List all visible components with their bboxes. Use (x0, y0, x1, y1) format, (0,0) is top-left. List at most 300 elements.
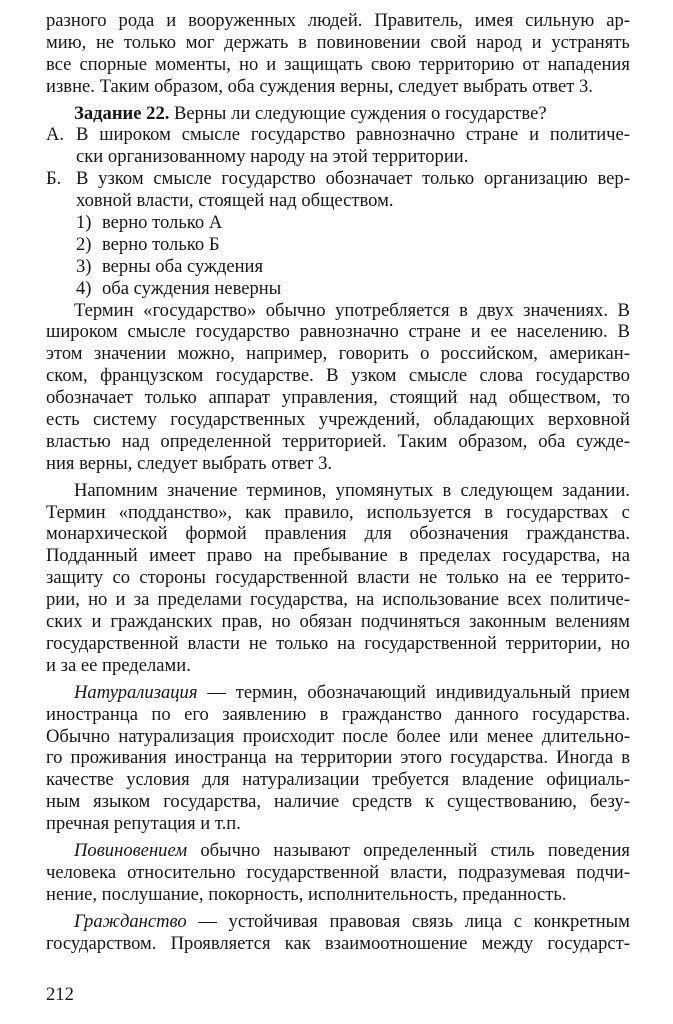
text-line (46, 655, 630, 677)
word: ее (80, 654, 98, 676)
answer-text: верны оба суждения (102, 255, 264, 277)
word: используется (366, 501, 472, 523)
word: подразумевая (458, 861, 566, 883)
word: натурализация (118, 725, 235, 747)
word: определенный (363, 839, 478, 861)
word: сильную (525, 10, 595, 31)
word: то (612, 387, 630, 409)
word: — (198, 910, 217, 932)
word: В (76, 124, 89, 146)
answer-number: 4) (76, 277, 92, 299)
word: народу (250, 146, 306, 168)
word: стиль (490, 839, 535, 861)
word: но (271, 611, 291, 633)
text-line (46, 409, 630, 431)
word: равнозначно (356, 124, 456, 146)
text-line (46, 502, 630, 524)
text-line (46, 747, 630, 769)
word: существованию, (447, 791, 577, 813)
word: обозначает (46, 387, 133, 409)
page-number: 212 (46, 984, 74, 1005)
word: ском, (46, 365, 88, 387)
word: нападения (547, 53, 630, 75)
word: имея (474, 10, 514, 31)
word: мию, (46, 31, 87, 53)
word: Напомним (74, 479, 158, 501)
word: пречная (46, 813, 110, 835)
word: обычно (265, 299, 326, 321)
paragraph-naturalization (46, 682, 630, 835)
word: менее (486, 725, 534, 747)
term-citizenship: Гражданство (74, 910, 187, 932)
word: прав, (221, 611, 263, 633)
word: моменты, (155, 53, 231, 75)
word: государства, (163, 791, 262, 813)
word: только (422, 168, 475, 190)
word: ее (490, 321, 507, 343)
word: в (298, 31, 307, 53)
word: и (470, 321, 481, 343)
word: государства, (502, 545, 601, 567)
word: рии, (46, 589, 80, 611)
word: государство (535, 365, 630, 387)
term-obedience: Повиновением (74, 839, 188, 861)
word: пределах (419, 545, 492, 567)
word: или (449, 725, 479, 747)
text-line (46, 911, 630, 933)
word: свой (430, 31, 467, 53)
word: безу- (589, 791, 630, 813)
word: власти, (136, 190, 194, 212)
answer-option-3 (46, 256, 630, 278)
word: взаимоотношение (324, 932, 468, 954)
word: за (60, 654, 77, 676)
word: в (319, 703, 329, 725)
word: мог (185, 31, 215, 53)
word: Термин (74, 299, 134, 321)
task-question: Верны ли следующие суждения о государстве? (174, 102, 547, 124)
text-line (46, 32, 630, 54)
word: защищать (284, 53, 363, 75)
word: разного (46, 10, 107, 31)
word: значении (93, 343, 167, 365)
word: языком (93, 791, 151, 813)
word: оба (538, 430, 566, 452)
word: в (442, 479, 452, 501)
word: в (484, 501, 493, 523)
word: прием (580, 681, 630, 703)
word: ным (46, 791, 81, 813)
word: следующем (460, 479, 553, 501)
text-line (46, 611, 630, 633)
word: политиче- (549, 589, 630, 611)
text-line (76, 190, 630, 212)
word: слова (479, 365, 524, 387)
word: между (481, 932, 534, 954)
word: от (522, 53, 540, 75)
word: длительно- (541, 725, 630, 747)
word: широком (99, 124, 171, 146)
text-line (46, 453, 630, 475)
word: его (184, 703, 209, 725)
word: извне. (46, 75, 95, 97)
word: государством. (46, 932, 157, 954)
word: этом (46, 343, 83, 365)
answer-text: оба суждения неверны (102, 277, 282, 299)
word: со (112, 567, 131, 589)
word: монархической (46, 523, 168, 545)
word: качестве (46, 769, 114, 791)
word: только (123, 31, 176, 53)
word: стране (408, 321, 461, 343)
word: узком (98, 168, 144, 190)
word: организацию (483, 168, 588, 190)
text-line (46, 862, 630, 884)
word: обществом. (301, 190, 394, 212)
word: государства. (532, 703, 630, 725)
answer-text: верно только А (102, 212, 223, 234)
word: пределами. (102, 654, 191, 676)
word: иностранца (174, 747, 267, 769)
word: поведения (547, 839, 630, 861)
word: держать (224, 31, 289, 53)
text-line (46, 300, 630, 322)
word: государственной (246, 861, 380, 883)
word: 3. (579, 75, 593, 97)
word: двух (477, 299, 514, 321)
word: официаль- (546, 769, 630, 791)
word: правовая (329, 910, 401, 932)
word: на (274, 747, 293, 769)
word: но (610, 632, 630, 654)
text-line (46, 10, 630, 32)
word: на (356, 589, 375, 611)
word: верны, (340, 75, 394, 97)
word: и (166, 10, 177, 31)
word: широком (46, 321, 118, 343)
word: верховной (547, 409, 630, 431)
word: нение, (46, 883, 98, 905)
paragraph-terms-intro (46, 480, 630, 677)
word: для (364, 523, 392, 545)
answer-option-1 (46, 212, 630, 234)
word: обычно (200, 839, 261, 861)
word: всех (507, 589, 542, 611)
word: американ- (549, 343, 630, 365)
text-line (46, 321, 630, 343)
text-line (46, 365, 630, 387)
word: по (151, 703, 171, 725)
word: властью (46, 430, 111, 452)
word: смысле (408, 365, 468, 387)
word: организованному (107, 146, 246, 168)
text-line (76, 168, 630, 190)
word: российском, (440, 343, 538, 365)
word: относительно (127, 861, 236, 883)
word: все (46, 53, 72, 75)
word: смысле (153, 168, 212, 190)
word: на (309, 146, 329, 168)
task-heading (46, 103, 630, 125)
word: Иногда (556, 747, 614, 769)
text-line (46, 633, 630, 655)
page-body (46, 10, 630, 954)
word: систему (92, 409, 157, 431)
word: подчи- (576, 861, 630, 883)
word: равнозначно (299, 321, 399, 343)
answer-option-4 (46, 278, 630, 300)
word: ответ (271, 452, 314, 474)
word: аппарат (208, 387, 270, 409)
word: имеет (149, 545, 196, 567)
text-line (46, 76, 630, 98)
word: для (202, 769, 230, 791)
word: государство (195, 321, 290, 343)
word: человека (46, 861, 117, 883)
word: гражданства. (526, 523, 630, 545)
word: как (284, 932, 311, 954)
word: условия (126, 769, 190, 791)
word: людей. (307, 10, 363, 31)
word: повиновении (316, 31, 421, 53)
answer-number: 3) (76, 255, 92, 277)
word: подчиняться (360, 611, 461, 633)
text-line (46, 726, 630, 748)
text-line (76, 124, 630, 146)
word: государства, (249, 589, 348, 611)
word: использование (382, 589, 499, 611)
word: о (420, 343, 430, 365)
word: — (207, 681, 226, 703)
word: конкретным (533, 910, 630, 932)
word: как (245, 501, 272, 523)
word: исполнительность, (308, 883, 458, 905)
word: и (266, 53, 277, 75)
word: го (46, 747, 63, 769)
text-line (46, 523, 630, 545)
word: обозначения (409, 523, 509, 545)
answer-option-2 (46, 234, 630, 256)
word: правления (264, 523, 347, 545)
word: обозначающий (307, 681, 426, 703)
word: обязан (299, 611, 352, 633)
word: только (276, 632, 329, 654)
word: В (617, 299, 630, 321)
word: и (46, 654, 56, 676)
text-line (76, 146, 630, 168)
word: устойчивая (228, 910, 318, 932)
word: только (144, 387, 197, 409)
word: употребляется (335, 299, 450, 321)
word: В (617, 321, 630, 343)
word: над (121, 430, 150, 452)
word: узком (350, 365, 397, 387)
word: значениях. (523, 299, 608, 321)
word: термин, (235, 681, 298, 703)
word: например, (246, 343, 328, 365)
word: ния (46, 452, 75, 474)
word: политиче- (549, 124, 630, 146)
word: этого (400, 747, 443, 769)
word: владение (461, 769, 534, 791)
word: Правитель, (374, 10, 463, 31)
word: послушание, (101, 883, 204, 905)
word: правило, (284, 501, 354, 523)
word: но (88, 589, 108, 611)
word: в (459, 299, 468, 321)
word: пределами (157, 589, 242, 611)
statement-b (46, 168, 630, 190)
word: территорию (419, 53, 515, 75)
word: государственной (46, 632, 179, 654)
word: т.п. (214, 813, 241, 835)
word: террито- (561, 567, 630, 589)
word: и (531, 31, 542, 53)
task-label: Задание 22. (74, 102, 170, 124)
word: и (91, 611, 102, 633)
word: Таким (397, 430, 448, 452)
word: ответ (532, 75, 575, 97)
word: территории, (505, 632, 602, 654)
term-naturalization: Натурализация (74, 681, 198, 703)
word: проживания (70, 747, 167, 769)
word: лица (464, 910, 503, 932)
word: стоящий (389, 387, 458, 409)
word: государственной (364, 632, 497, 654)
word: власти (187, 632, 240, 654)
word: власти (357, 567, 410, 589)
word: обладающих (433, 409, 535, 431)
word: задании. (562, 479, 630, 501)
word: на (508, 567, 527, 589)
word: натурализации (242, 769, 360, 791)
paragraph-continuation (46, 10, 630, 98)
word: за (133, 589, 150, 611)
word: суждения (259, 75, 336, 97)
text-line (46, 682, 630, 704)
word: образом, (154, 75, 224, 97)
word: Таким (99, 75, 150, 97)
word: упомянутых (335, 479, 434, 501)
word: на (263, 545, 282, 567)
word: территории (301, 747, 393, 769)
text-line (46, 431, 630, 453)
word: следует (137, 452, 198, 474)
statement-letter: А. (46, 124, 65, 146)
statement-a (46, 124, 630, 146)
word: государство (221, 168, 316, 190)
word: иностранца (46, 703, 138, 725)
word: обозначает (325, 168, 413, 190)
word: к (425, 791, 435, 813)
word: спорные (79, 53, 147, 75)
word: с (513, 910, 523, 932)
word: индивидуальный (435, 681, 571, 703)
word: преданность. (462, 883, 567, 905)
text-line (46, 589, 630, 611)
word: в (621, 747, 630, 769)
word: свою (370, 53, 411, 75)
word: вер- (597, 168, 630, 190)
word: после (342, 725, 389, 747)
word: стоящей (198, 190, 265, 212)
word: территорией. (282, 430, 387, 452)
word: на (337, 632, 356, 654)
word: наличие (273, 791, 340, 813)
word: связь (411, 910, 454, 932)
word: определенной (160, 430, 272, 452)
task-22 (46, 103, 630, 300)
word: В (76, 168, 89, 190)
paragraph-obedience (46, 840, 630, 906)
text-line (46, 704, 630, 726)
word: гражданских (110, 611, 213, 633)
word: не (95, 31, 115, 53)
word: «подданство», (118, 501, 233, 523)
word: заявлению (222, 703, 307, 725)
text-line (46, 567, 630, 589)
text-line (46, 387, 630, 409)
word: ски (76, 146, 104, 168)
word: формой (185, 523, 247, 545)
word: государство (250, 124, 346, 146)
word: рода (118, 10, 155, 31)
word: есть (46, 409, 80, 431)
word: только (446, 567, 499, 589)
word: устранять (551, 31, 630, 53)
word: и (529, 124, 540, 146)
word: государственной (215, 567, 348, 589)
paragraph-state-meaning (46, 300, 630, 475)
word: можно, (177, 343, 235, 365)
answer-number: 1) (76, 212, 92, 234)
word: репутация (113, 813, 196, 835)
word: защиту (46, 567, 104, 589)
word: средств (352, 791, 413, 813)
text-line (46, 769, 630, 791)
text-line (46, 54, 630, 76)
word: выбрать (202, 452, 267, 474)
word: но (239, 53, 259, 75)
word: территории. (372, 146, 469, 168)
word: французском (100, 365, 204, 387)
word: Проявляется (170, 932, 271, 954)
word: обществом, (508, 387, 601, 409)
word: государстве. (215, 365, 314, 387)
word: народ (476, 31, 522, 53)
word: на (611, 545, 630, 567)
text-line (46, 933, 630, 955)
word: пребывание (293, 545, 388, 567)
word: В (326, 365, 339, 387)
word: ар- (606, 10, 630, 31)
statement-letter: Б. (46, 168, 62, 190)
word: учреждений, (318, 409, 421, 431)
word: государст- (547, 932, 630, 954)
text-line (46, 884, 630, 906)
word: «государство» (143, 299, 257, 321)
word: Термин (46, 501, 106, 523)
word: образом, (458, 430, 528, 452)
word: покорность, (208, 883, 304, 905)
word: не (248, 632, 268, 654)
paragraph-citizenship (46, 911, 630, 955)
word: верны, (79, 452, 133, 474)
word: называют (273, 839, 350, 861)
word: и (200, 813, 211, 835)
word: Подданный (46, 545, 138, 567)
word: право (206, 545, 253, 567)
